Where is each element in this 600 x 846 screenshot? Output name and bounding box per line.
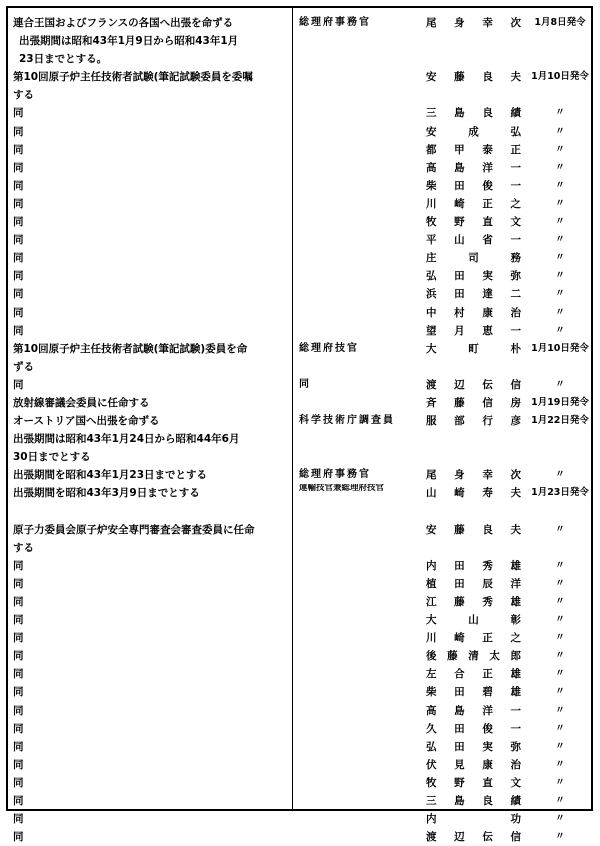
table-row	[8, 503, 591, 521]
table-row	[8, 448, 591, 466]
issue-date: 〃	[555, 523, 565, 535]
person-name	[426, 376, 521, 394]
order-text: 同	[13, 596, 24, 608]
issue-date: 〃	[555, 740, 565, 752]
person-name	[426, 720, 521, 738]
order-text: 第10回原子炉主任技術者試験(筆記試験委員を委嘱	[13, 71, 253, 84]
person-name-text: 尾 身 幸 次	[426, 469, 521, 482]
issue-date: 〃	[555, 704, 565, 716]
official-title: 運輸技官兼総理府技官	[299, 484, 385, 494]
official-title: 総理府技官	[299, 342, 359, 354]
order-text: 出張期間を昭和43年3月9日までとする	[13, 487, 200, 500]
person-name	[426, 412, 521, 430]
table-row	[8, 159, 591, 177]
table-row	[8, 340, 591, 358]
table-row	[8, 68, 591, 86]
issue-date: 〃	[555, 758, 565, 770]
person-name	[426, 774, 521, 792]
table-row	[8, 738, 591, 756]
issue-date: 〃	[555, 197, 565, 209]
person-name	[426, 159, 521, 177]
person-name	[426, 521, 521, 539]
person-name	[426, 104, 521, 122]
person-name-text: 牧 野 直 文	[426, 216, 521, 229]
person-name-text: 柴 田 碧 雄	[426, 686, 521, 699]
person-name-text: 尾 身 幸 次	[426, 17, 521, 29]
issue-date: 〃	[555, 722, 565, 734]
person-name-text: 斉 藤 信 房	[426, 396, 521, 409]
issue-date: 〃	[555, 378, 565, 390]
issue-date: 〃	[555, 559, 565, 571]
table-row	[8, 249, 591, 267]
order-text: する	[13, 541, 34, 554]
person-name-text: 大 町 朴	[426, 342, 521, 355]
table-row	[8, 810, 591, 828]
person-name-text: 都 甲 泰 正	[426, 143, 521, 156]
order-text: 同	[13, 559, 24, 572]
order-text: 原子力委員会原子炉安全専門審査会審査委員に任命	[13, 523, 255, 536]
issue-date: 〃	[555, 686, 565, 698]
issue-date: 〃	[555, 650, 565, 662]
person-name	[426, 304, 521, 322]
person-name	[426, 285, 521, 303]
order-text: オーストリア国へ出張を命ずる	[13, 415, 160, 428]
order-text: 出張期間は昭和43年1月24日から昭和44年6月	[13, 433, 240, 446]
person-name	[426, 177, 521, 195]
issue-date: 〃	[555, 143, 565, 155]
table-row	[8, 14, 591, 32]
table-row	[8, 593, 591, 611]
order-text: 同	[13, 632, 24, 645]
table-row	[8, 267, 591, 285]
table-row	[8, 231, 591, 249]
person-name	[426, 484, 521, 502]
person-name-text: 安 藤 良 夫	[426, 523, 521, 536]
person-name-text: 牧 野 直 文	[426, 776, 521, 789]
table-row	[8, 466, 591, 484]
table-row	[8, 304, 591, 322]
person-name-text: 三 島 良 績	[426, 107, 521, 120]
person-name-text: 安 藤 良 夫	[426, 71, 521, 84]
official-title: 同	[299, 378, 311, 390]
table-row	[8, 86, 591, 104]
table-row	[8, 647, 591, 665]
person-name	[426, 665, 521, 683]
person-name	[426, 249, 521, 267]
order-text: 同	[13, 704, 24, 717]
person-name-text: 内 功	[426, 813, 521, 826]
issue-date: 〃	[555, 288, 565, 300]
person-name-text: 植 田 辰 洋	[426, 577, 521, 590]
issue-date: 〃	[555, 161, 565, 173]
issue-date: 〃	[555, 813, 565, 825]
issue-date: 1月10日発令	[531, 342, 589, 354]
table-row	[8, 141, 591, 159]
person-name-text: 山 崎 寿 夫	[426, 487, 521, 500]
issue-date: 〃	[555, 306, 565, 318]
order-text: 同	[13, 161, 24, 174]
table-row	[8, 611, 591, 629]
issue-date: 〃	[555, 324, 565, 336]
issue-date: 〃	[555, 577, 565, 589]
table-row	[8, 629, 591, 647]
table-row	[8, 539, 591, 557]
person-name-text: 高 島 洋 一	[426, 161, 521, 174]
issue-date: 1月22日発令	[531, 415, 589, 427]
order-text: 同	[13, 143, 24, 156]
table-row	[8, 412, 591, 430]
person-name-text: 弘 田 実 弥	[426, 740, 521, 753]
person-name-text: 弘 田 実 弥	[426, 270, 521, 283]
table-row	[8, 32, 591, 50]
table-row	[8, 358, 591, 376]
order-text: 同	[13, 324, 24, 337]
person-name	[426, 629, 521, 647]
order-text: 同	[13, 831, 24, 844]
issue-date: 〃	[555, 668, 565, 680]
order-text: 同	[13, 288, 24, 301]
official-title: 総理府事務官	[299, 17, 371, 28]
appointments-table	[6, 6, 593, 844]
order-text: 同	[13, 306, 24, 319]
person-name-text: 浜 田 達 二	[426, 288, 521, 301]
issue-date: 〃	[555, 469, 565, 481]
table-body	[8, 14, 591, 846]
order-text: 同	[13, 795, 24, 808]
person-name	[426, 466, 521, 484]
table-row	[8, 665, 591, 683]
person-name-text: 庄 司 務	[426, 252, 521, 265]
person-name	[426, 792, 521, 810]
issue-date: 〃	[555, 270, 565, 282]
person-name-text: 安 成 弘	[426, 125, 521, 138]
table-row	[8, 521, 591, 539]
table-row	[8, 557, 591, 575]
order-text: する	[13, 89, 34, 102]
person-name-text: 江 藤 秀 雄	[426, 596, 521, 608]
table-row	[8, 430, 591, 448]
person-name	[426, 14, 521, 32]
issue-date: 〃	[555, 596, 565, 607]
issue-date: 〃	[555, 795, 565, 807]
order-text: 同	[13, 722, 24, 735]
table-row	[8, 213, 591, 231]
order-text: 同	[13, 686, 24, 699]
person-name	[426, 647, 521, 665]
person-name	[426, 195, 521, 213]
table-row	[8, 104, 591, 122]
order-text: 同	[13, 252, 24, 265]
order-text: 第10回原子炉主任技術者試験(筆記試験)委員を命	[13, 342, 248, 355]
order-text: 同	[13, 813, 24, 826]
order-text: 出張期間を昭和43年1月23日までとする	[13, 469, 208, 482]
table-row	[8, 177, 591, 195]
order-text: 同	[13, 107, 24, 120]
person-name	[426, 123, 521, 141]
person-name-text: 渡 辺 伝 信	[426, 378, 521, 391]
person-name	[426, 141, 521, 159]
order-text: 同	[13, 270, 24, 283]
person-name	[426, 593, 521, 611]
table-row	[8, 195, 591, 213]
person-name	[426, 702, 521, 720]
person-name	[426, 810, 521, 828]
order-text: 23日までとする。	[19, 53, 108, 66]
table-row	[8, 50, 591, 68]
issue-date: 〃	[555, 125, 565, 137]
table-row	[8, 285, 591, 303]
table-row	[8, 756, 591, 774]
issue-date: 1月19日発令	[531, 396, 589, 408]
person-name	[426, 575, 521, 593]
person-name-text: 望 月 恵 一	[426, 324, 521, 337]
issue-date: 〃	[555, 632, 565, 644]
order-text: 同	[13, 125, 24, 138]
person-name-text: 渡 辺 伝 信	[426, 831, 521, 844]
table-row	[8, 683, 591, 701]
issue-date: 〃	[555, 252, 565, 264]
person-name-text: 中 村 康 治	[426, 306, 521, 319]
issue-date: 1月23日発令	[531, 487, 589, 499]
order-text: 同	[13, 758, 24, 771]
person-name	[426, 611, 521, 629]
order-text: 同	[13, 668, 24, 681]
person-name	[426, 738, 521, 756]
issue-date: 〃	[555, 107, 565, 119]
issue-date: 〃	[555, 614, 565, 626]
table-row	[8, 575, 591, 593]
table-row	[8, 720, 591, 738]
person-name-text: 川 崎 正 之	[426, 197, 521, 210]
person-name	[426, 683, 521, 701]
table-row	[8, 702, 591, 720]
person-name	[426, 394, 521, 412]
table-row	[8, 828, 591, 846]
person-name-text: 平 山 省 一	[426, 234, 521, 247]
person-name-text: 服 部 行 彦	[426, 415, 521, 428]
issue-date: 1月8日発令	[534, 17, 586, 28]
order-text: 同	[13, 776, 24, 789]
order-text: ずる	[13, 360, 34, 373]
issue-date: 〃	[555, 776, 565, 788]
official-title: 科学技術庁調査員	[299, 415, 395, 427]
person-name	[426, 322, 521, 340]
issue-date: 〃	[555, 234, 565, 246]
table-row	[8, 322, 591, 340]
order-text: 出張期間は昭和43年1月9日から昭和43年1月	[19, 35, 239, 48]
person-name-text: 内 田 秀 雄	[426, 559, 521, 572]
person-name	[426, 267, 521, 285]
person-name-text: 大 山 彰	[426, 614, 521, 627]
order-text: 同	[13, 197, 24, 210]
issue-date: 〃	[555, 216, 565, 228]
table-row	[8, 484, 591, 502]
order-text: 放射線審議会委員に任命する	[13, 396, 150, 409]
order-text: 同	[13, 234, 24, 247]
issue-date: 〃	[555, 831, 565, 843]
table-row	[8, 774, 591, 792]
order-text: 同	[13, 740, 24, 753]
person-name	[426, 828, 521, 846]
person-name	[426, 213, 521, 231]
order-text: 同	[13, 577, 24, 590]
order-text: 同	[13, 650, 24, 663]
person-name	[426, 231, 521, 249]
order-text: 30日までとする	[13, 451, 91, 464]
order-text: 同	[13, 216, 24, 229]
issue-date: 1月10日発令	[531, 71, 589, 83]
person-name	[426, 756, 521, 774]
person-name	[426, 68, 521, 86]
issue-date: 〃	[555, 179, 565, 191]
table-row	[8, 394, 591, 412]
table-row	[8, 376, 591, 394]
table-row	[8, 792, 591, 810]
person-name	[426, 557, 521, 575]
person-name-text: 高 島 洋 一	[426, 704, 521, 717]
person-name-text: 左 合 正 雄	[426, 668, 521, 681]
order-text: 連合王国およびフランスの各国へ出張を命ずる	[13, 17, 234, 29]
order-text: 同	[13, 614, 24, 627]
person-name-text: 柴 田 俊 一	[426, 179, 521, 192]
person-name-text: 三 島 良 績	[426, 795, 521, 808]
person-name-text: 後 藤 清 太 郎	[426, 650, 521, 663]
table-row	[8, 123, 591, 141]
person-name-text: 伏 見 康 治	[426, 758, 521, 771]
order-text: 同	[13, 378, 24, 391]
person-name-text: 川 崎 正 之	[426, 632, 521, 645]
person-name	[426, 340, 521, 358]
order-text: 同	[13, 179, 24, 192]
official-title: 総理府事務官	[299, 469, 371, 481]
person-name-text: 久 田 俊 一	[426, 722, 521, 735]
